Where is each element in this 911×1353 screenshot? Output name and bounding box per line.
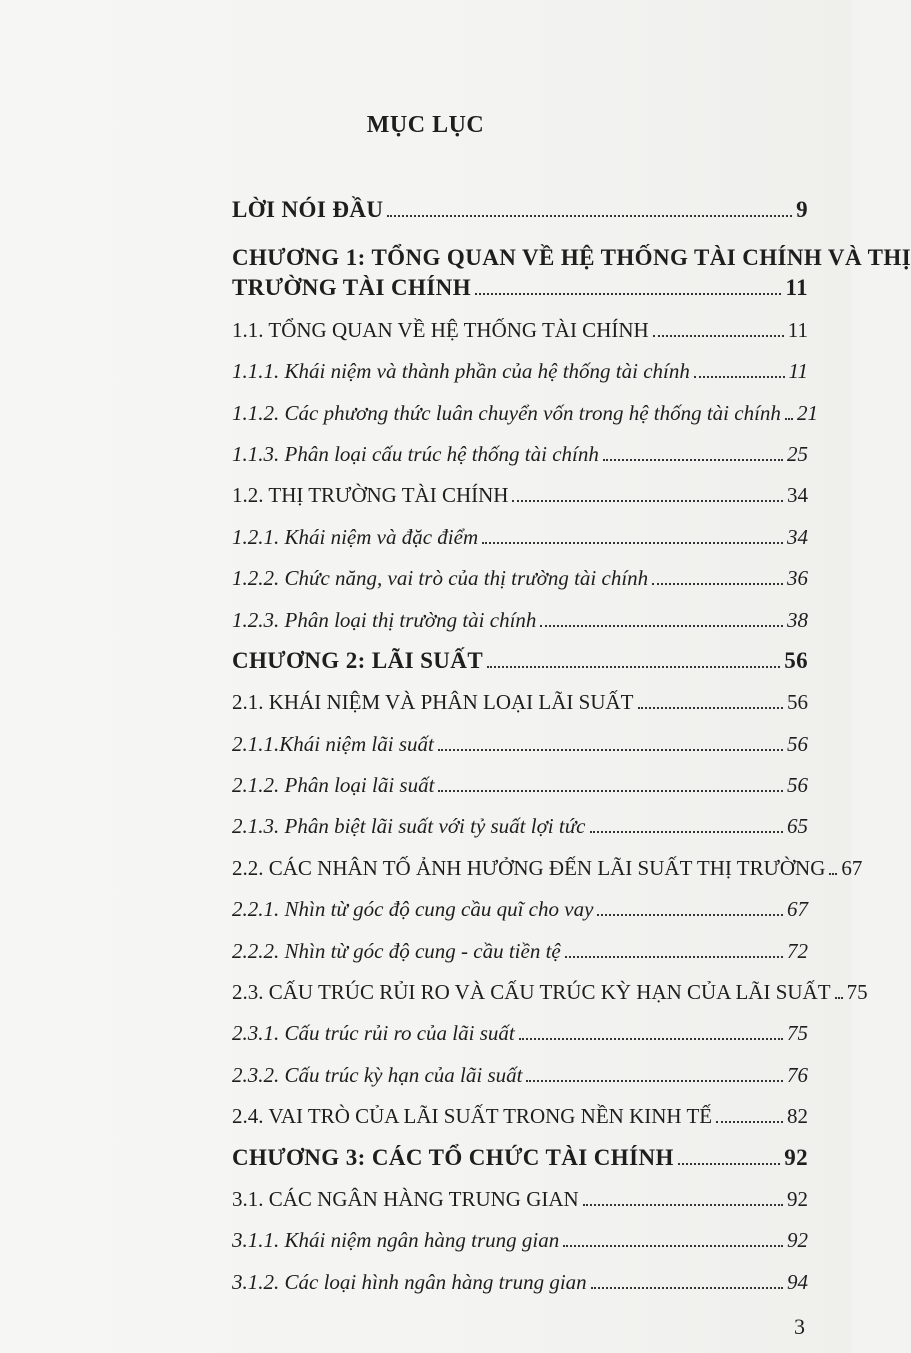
dot-leader xyxy=(438,790,783,792)
toc-entry-page: 34 xyxy=(787,524,808,549)
dot-leader xyxy=(387,215,792,217)
toc-entry-title: 2.4. VAI TRÒ CỦA LÃI SUẤT TRONG NỀN KINH TẾ xyxy=(232,1104,713,1129)
toc-entry-title: 1.1.3. Phân loại cấu trúc hệ thống tài chính xyxy=(232,441,599,466)
toc-entry-page: 72 xyxy=(787,938,808,963)
toc-entry xyxy=(232,887,808,928)
dot-leader xyxy=(590,831,783,833)
toc-entry-page: 75 xyxy=(787,1021,808,1046)
toc-entry-title: 2.2.2. Nhìn từ góc độ cung - cầu tiền tệ xyxy=(232,938,561,963)
toc-entry-page: 25 xyxy=(787,441,808,466)
toc-entry-title: 2.3. CẤU TRÚC RỦI RO VÀ CẤU TRÚC KỲ HẠN CỦA LÃI SUẤT xyxy=(232,980,831,1005)
toc-entry-title: 3.1.1. Khái niệm ngân hàng trung gian xyxy=(232,1228,560,1253)
dot-leader xyxy=(487,666,780,668)
toc-entry xyxy=(232,556,808,597)
toc-entry-title: 3.1. CÁC NGÂN HÀNG TRUNG GIAN xyxy=(232,1186,579,1211)
toc-entry-title: 2.1.2. Phân loại lãi suất xyxy=(232,773,435,798)
dot-leader xyxy=(716,1121,783,1123)
toc-entry xyxy=(232,970,868,1011)
toc-entry-page: 92 xyxy=(787,1186,808,1211)
toc-entry-page: 75 xyxy=(846,980,868,1005)
dot-leader xyxy=(597,914,783,916)
dot-leader xyxy=(526,1080,783,1082)
toc-entry-page: 56 xyxy=(787,773,808,798)
toc-entry-title: 1.1.2. Các phương thức luân chuyển vốn trong hệ thống tài chính xyxy=(232,400,781,425)
toc-entry xyxy=(232,845,863,886)
toc-entry-title: 1.2.2. Chức năng, vai trò của thị trường tài chính xyxy=(232,566,649,591)
toc-entry-title: 3.1.2. Các loại hình ngân hàng trung gian xyxy=(232,1269,587,1294)
toc-entry-page: 34 xyxy=(787,483,808,508)
toc-entry-page: 21 xyxy=(796,400,818,425)
dot-leader xyxy=(678,1163,780,1165)
toc-entry xyxy=(232,390,818,431)
dot-leader xyxy=(785,418,793,420)
toc-entry xyxy=(232,473,808,514)
toc-entry xyxy=(232,1259,808,1300)
dot-leader xyxy=(583,1204,783,1206)
dot-leader xyxy=(829,873,837,875)
dot-leader xyxy=(519,1038,783,1040)
toc-entry xyxy=(232,432,808,473)
toc-entry-page: 82 xyxy=(787,1104,808,1129)
toc-entry-page: 56 xyxy=(787,690,808,715)
toc-entry-page: 92 xyxy=(787,1228,808,1253)
toc-entry-page: 67 xyxy=(787,897,808,922)
toc-entry xyxy=(232,721,808,762)
dot-leader xyxy=(512,500,783,502)
dot-leader xyxy=(603,459,783,461)
dot-leader xyxy=(638,707,783,709)
toc-entry-page: 9 xyxy=(796,197,808,223)
toc-entry-page: 76 xyxy=(787,1062,808,1087)
dot-leader xyxy=(565,956,783,958)
toc-entry-title: 1.2.1. Khái niệm và đặc điểm xyxy=(232,524,479,549)
toc-entry xyxy=(232,349,808,390)
toc-entry-title: 2.3.1. Cấu trúc rủi ro của lãi suất xyxy=(232,1021,515,1046)
toc-entry-page: 56 xyxy=(784,647,808,673)
table-of-contents xyxy=(232,188,911,1301)
toc-entry-title: LỜI NÓI ĐẦU xyxy=(232,197,384,223)
toc-entry xyxy=(232,639,808,680)
toc-entry-page: 92 xyxy=(784,1144,808,1170)
toc-entry xyxy=(232,514,808,555)
dot-leader xyxy=(482,542,783,544)
toc-entry-title: 2.1. KHÁI NIỆM VÀ PHÂN LOẠI LÃI SUẤT xyxy=(232,690,634,715)
toc-entry xyxy=(232,1094,808,1135)
dot-leader xyxy=(653,335,784,337)
toc-entry-title: 2.1.3. Phân biệt lãi suất với tỷ suất lợi tức xyxy=(232,814,586,839)
toc-entry xyxy=(232,1177,808,1218)
toc-entry-title: 1.1. TỔNG QUAN VỀ HỆ THỐNG TÀI CHÍNH xyxy=(232,317,649,342)
toc-entry xyxy=(232,1218,808,1259)
toc-entry-page: 11 xyxy=(785,275,808,301)
toc-entry xyxy=(232,307,808,348)
dot-leader xyxy=(694,376,785,378)
toc-entry-title: 2.2.1. Nhìn từ góc độ cung cầu quĩ cho vay xyxy=(232,897,594,922)
dot-leader xyxy=(591,1287,783,1289)
toc-entry xyxy=(232,1052,808,1093)
toc-entry-title-line1: CHƯƠNG 1: TỔNG QUAN VỀ HỆ THỐNG TÀI CHÍNH VÀ THỊ xyxy=(232,245,911,271)
toc-entry xyxy=(232,597,808,638)
toc-entry xyxy=(232,928,808,969)
toc-entry-title: 1.2.3. Phân loại thị trường tài chính xyxy=(232,607,537,632)
toc-entry-page: 67 xyxy=(841,855,863,880)
toc-entry-page: 56 xyxy=(787,731,808,756)
toc-entry-title: 1.2. THỊ TRƯỜNG TÀI CHÍNH xyxy=(232,483,509,508)
toc-entry xyxy=(232,804,808,845)
toc-entry-page: 38 xyxy=(787,607,808,632)
toc-entry-title: 2.2. CÁC NHÂN TỐ ẢNH HƯỞNG ĐẾN LÃI SUẤT THỊ TRƯỜNG xyxy=(232,855,826,880)
dot-leader xyxy=(475,293,781,295)
dot-leader xyxy=(563,1245,783,1247)
toc-entry-title: 2.1.1.Khái niệm lãi suất xyxy=(232,731,434,756)
toc-entry-title: 1.1.1. Khái niệm và thành phần của hệ thống tài chính xyxy=(232,359,690,384)
toc-entry-page: 11 xyxy=(788,359,808,384)
toc-entry xyxy=(232,763,808,804)
toc-entry xyxy=(232,680,808,721)
toc-entry-page: 36 xyxy=(787,566,808,591)
toc-entry xyxy=(232,1011,808,1052)
toc-entry-title-line2: TRƯỜNG TÀI CHÍNH xyxy=(232,275,471,301)
dot-leader xyxy=(540,625,783,627)
toc-entry-title: CHƯƠNG 2: LÃI SUẤT xyxy=(232,647,484,673)
toc-entry xyxy=(232,1135,808,1176)
toc-entry-title: CHƯƠNG 3: CÁC TỔ CHỨC TÀI CHÍNH xyxy=(232,1144,674,1170)
toc-entry xyxy=(232,229,911,307)
dot-leader xyxy=(438,749,783,751)
toc-entry-page: 94 xyxy=(787,1269,808,1294)
toc-entry-page: 65 xyxy=(787,814,808,839)
toc-entry xyxy=(232,188,808,229)
dot-leader xyxy=(652,583,783,585)
page-number: 3 xyxy=(794,1314,805,1339)
toc-entry-title: 2.3.2. Cấu trúc kỳ hạn của lãi suất xyxy=(232,1062,523,1087)
page-title: MỤC LỤC xyxy=(366,112,485,138)
dot-leader xyxy=(835,997,843,999)
toc-entry-page: 11 xyxy=(787,317,808,342)
